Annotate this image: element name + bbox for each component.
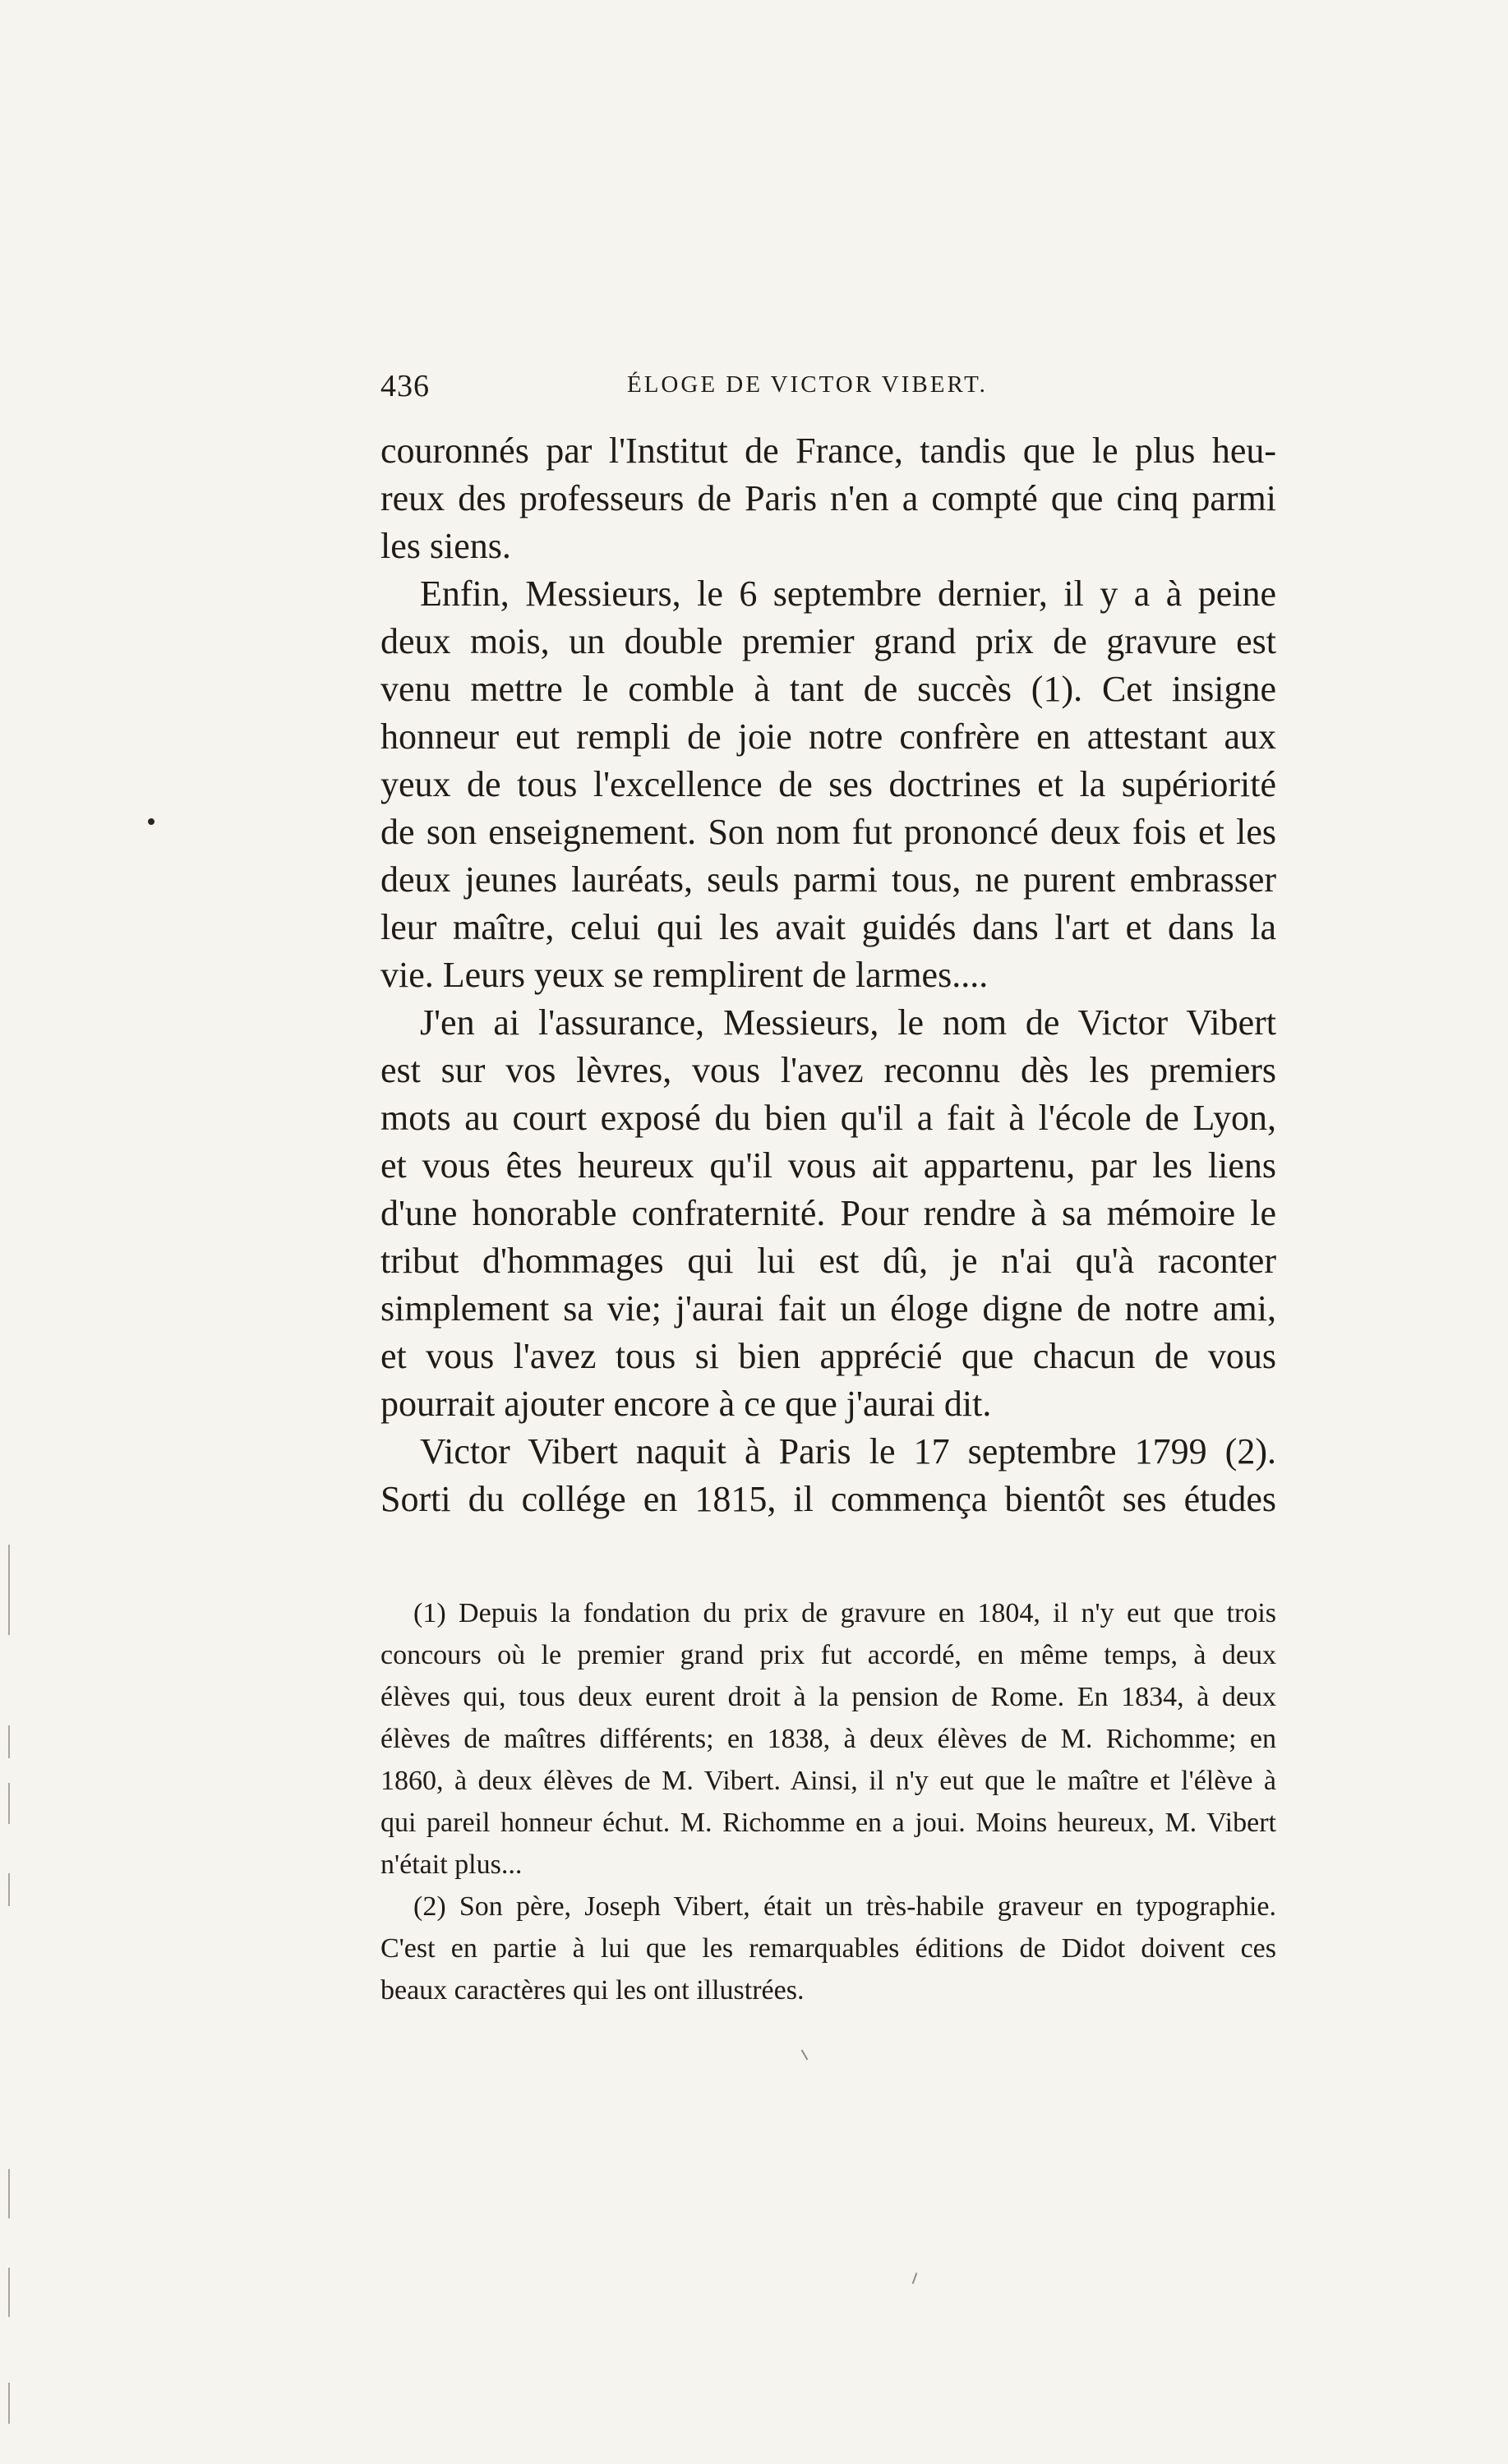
- body-line: Enfin, Messieurs, le 6 septembre dernier, il y a à peine: [420, 573, 1276, 614]
- body-line: honneur eut rempli de joie notre confrère en attestant aux: [380, 716, 1276, 757]
- running-title: ÉLOGE DE VICTOR VIBERT.: [627, 371, 988, 398]
- body-line: simplement sa vie; j'aurai fait un éloge digne de notre ami,: [380, 1288, 1276, 1329]
- scan-edge-mark: [8, 1545, 10, 1635]
- body-line: leur maître, celui qui les avait guidés dans l'art et dans la: [380, 907, 1276, 947]
- page-header: [380, 368, 1276, 409]
- body-line: vie. Leurs yeux se remplirent de larmes....: [380, 955, 989, 995]
- body-line: de son enseignement. Son nom fut prononcé deux fois et les: [380, 812, 1276, 852]
- body-line: pourrait ajouter encore à ce que j'aurai dit.: [380, 1384, 992, 1424]
- footnote-line: 1860, à deux élèves de M. Vibert. Ainsi, il n'y eut que le maître et l'élève à: [380, 1766, 1276, 1796]
- body-line: J'en ai l'assurance, Messieurs, le nom de Victor Vibert: [420, 1002, 1276, 1043]
- body-line: tribut d'hommages qui lui est dû, je n'ai qu'à raconter: [380, 1241, 1276, 1281]
- footnote-line: (2) Son père, Joseph Vibert, était un très-habile graveur en typographie.: [413, 1891, 1276, 1922]
- body-line: deux jeunes lauréats, seuls parmi tous, ne purent embrasser: [380, 859, 1276, 900]
- stray-ink-mark: [912, 2273, 918, 2284]
- scan-edge-mark: [8, 1783, 10, 1824]
- body-line: et vous êtes heureux qu'il vous ait appartenu, par les liens: [380, 1145, 1276, 1186]
- body-line: mots au court exposé du bien qu'il a fait à l'école de Lyon,: [380, 1098, 1276, 1138]
- scan-edge-mark: [8, 2268, 10, 2317]
- footnote-line: n'était plus...: [380, 1849, 523, 1880]
- scan-edge-mark: [8, 1873, 10, 1906]
- footnote-line: élèves de maîtres différents; en 1838, à deux élèves de M. Richomme; en: [380, 1724, 1276, 1754]
- footnote-line: élèves qui, tous deux eurent droit à la pension de Rome. En 1834, à deux: [380, 1682, 1276, 1712]
- footnote-line: beaux caractères qui les ont illustrées.: [380, 1975, 805, 2006]
- body-line: Sorti du collége en 1815, il commença bientôt ses études: [380, 1479, 1276, 1519]
- body-line: d'une honorable confraternité. Pour rendre à sa mémoire le: [380, 1193, 1276, 1233]
- scan-edge-mark: [8, 2383, 10, 2424]
- scan-edge-mark: [8, 1725, 10, 1758]
- footnote-line: concours où le premier grand prix fut accordé, en même temps, à deux: [380, 1640, 1276, 1670]
- body-line: reux des professeurs de Paris n'en a compté que cinq parmi: [380, 478, 1276, 518]
- body-line: et vous l'avez tous si bien apprécié que chacun de vous: [380, 1336, 1276, 1376]
- body-line: Victor Vibert naquit à Paris le 17 septembre 1799 (2).: [420, 1431, 1276, 1471]
- body-line: deux mois, un double premier grand prix de gravure est: [380, 621, 1276, 661]
- page-number: 436: [380, 369, 430, 403]
- body-line: couronnés par l'Institut de France, tandis que le plus heu-: [380, 431, 1276, 471]
- scan-edge-mark: [8, 2169, 10, 2218]
- body-line: yeux de tous l'excellence de ses doctrines et la supériorité: [380, 764, 1276, 804]
- body-line: est sur vos lèvres, vous l'avez reconnu dès les premiers: [380, 1050, 1276, 1090]
- stray-ink-mark: [801, 2049, 809, 2060]
- margin-dot-mark: [148, 818, 154, 825]
- body-line: les siens.: [380, 526, 511, 566]
- footnote-line: qui pareil honneur échut. M. Richomme en a joui. Moins heureux, M. Vibert: [380, 1808, 1276, 1838]
- footnotes: [380, 1592, 1276, 2011]
- body-line: venu mettre le comble à tant de succès (1). Cet insigne: [380, 669, 1276, 709]
- footnote-line: C'est en partie à lui que les remarquables éditions de Didot doivent ces: [380, 1933, 1276, 1964]
- footnote-line: (1) Depuis la fondation du prix de gravure en 1804, il n'y eut que trois: [413, 1598, 1276, 1628]
- body-text: [380, 427, 1276, 1523]
